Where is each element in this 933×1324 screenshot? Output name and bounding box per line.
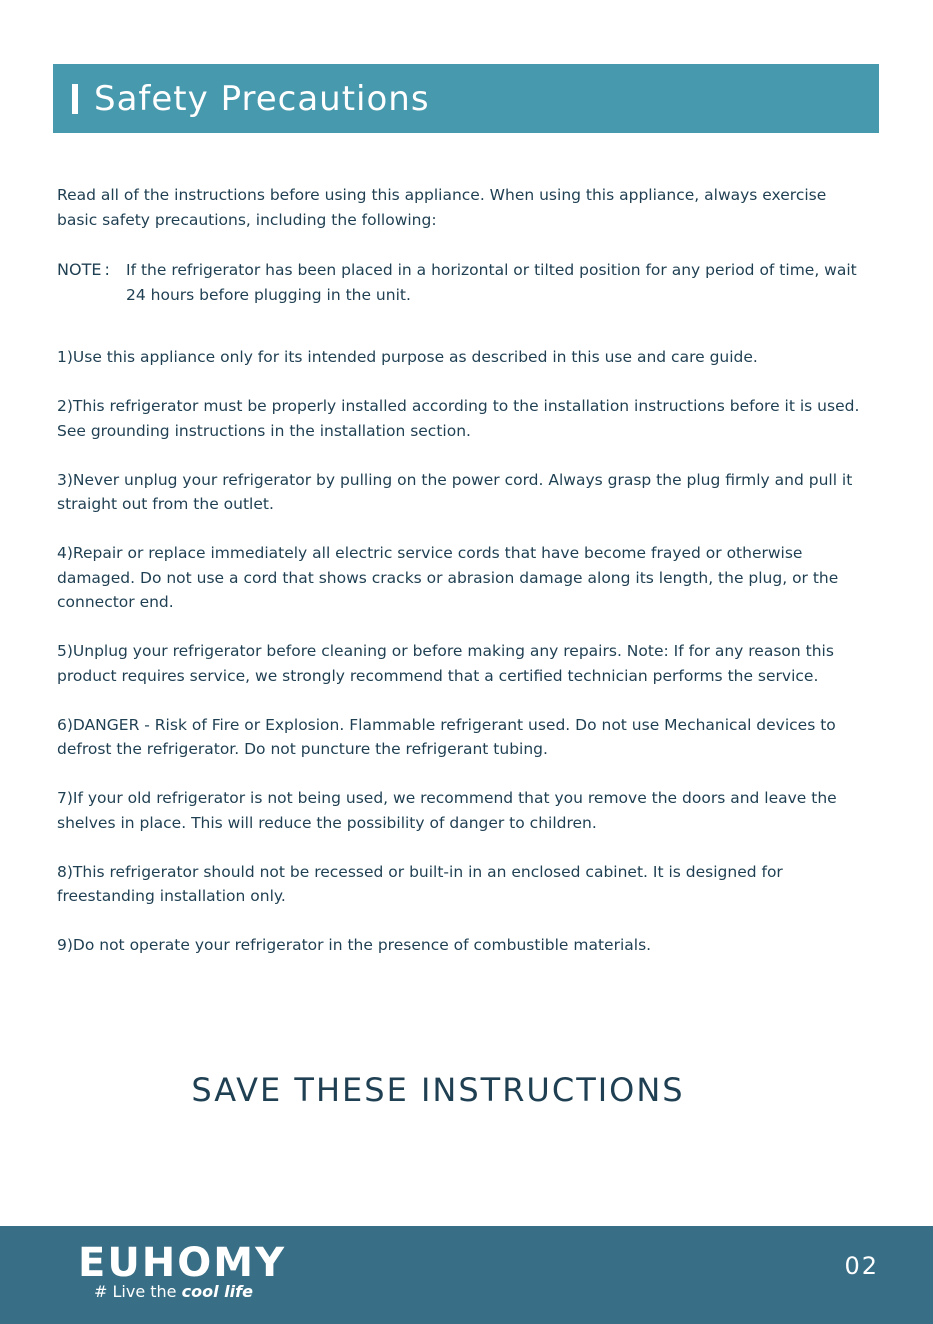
- brand-logo: EUHOMY: [78, 1240, 287, 1286]
- list-item: 4)Repair or replace immediately all electric service cords that have become frayed or otherwise damaged. Do not use a cord that shows cracks or abrasion damage along its length, the plug, or the connector end.: [57, 544, 839, 611]
- list-item: 9)Do not operate your refrigerator in the presence of combustible materials.: [57, 936, 652, 954]
- note-label: NOTE :: [57, 260, 110, 279]
- tagline-prefix: # Live the: [94, 1282, 177, 1301]
- note-block: [57, 258, 867, 307]
- tagline-accent: cool life: [181, 1282, 253, 1301]
- header-accent-bar: [72, 84, 78, 114]
- list-item: 7)If your old refrigerator is not being used, we recommend that you remove the doors and leave the shelves in place. This will reduce the possibility of danger to children.: [57, 789, 837, 832]
- note-label-text: NOTE: [57, 260, 102, 279]
- safety-content: [57, 183, 867, 982]
- page-title: Safety Precautions: [94, 78, 430, 119]
- brand-tagline: [94, 1282, 253, 1301]
- note-text: If the refrigerator has been placed in a horizontal or tilted position for any period of time, wait 24 hours before plugging in the unit.: [126, 261, 857, 304]
- page-number: 02: [844, 1252, 879, 1280]
- list-item: 6)DANGER - Risk of Fire or Explosion. Flammable refrigerant used. Do not use Mechanical devices to defrost the refrigerator. Do not puncture the refrigerant tubing.: [57, 715, 836, 758]
- intro-paragraph: Read all of the instructions before using this appliance. When using this appliance, always exercise basic safety precautions, including the following:: [57, 186, 827, 229]
- page-footer: [0, 1226, 933, 1324]
- list-item: 5)Unplug your refrigerator before cleaning or before making any repairs. Note: If for any reason this product requires service, we strongly recommend that a certified technician performs the service.: [57, 642, 834, 685]
- section-header: [53, 64, 879, 133]
- list-item: 3)Never unplug your refrigerator by pulling on the power cord. Always grasp the plug firmly and pull it straight out from the outlet.: [57, 470, 853, 513]
- save-instructions-heading: SAVE THESE INSTRUCTIONS: [191, 1071, 685, 1109]
- list-item: 1)Use this appliance only for its intended purpose as described in this use and care guide.: [57, 348, 758, 366]
- list-item: 2)This refrigerator must be properly installed according to the installation instructions before it is used. See grounding instructions in the installation section.: [57, 397, 860, 440]
- list-item: 8)This refrigerator should not be recessed or built-in in an enclosed cabinet. It is designed for freestanding installation only.: [57, 862, 783, 905]
